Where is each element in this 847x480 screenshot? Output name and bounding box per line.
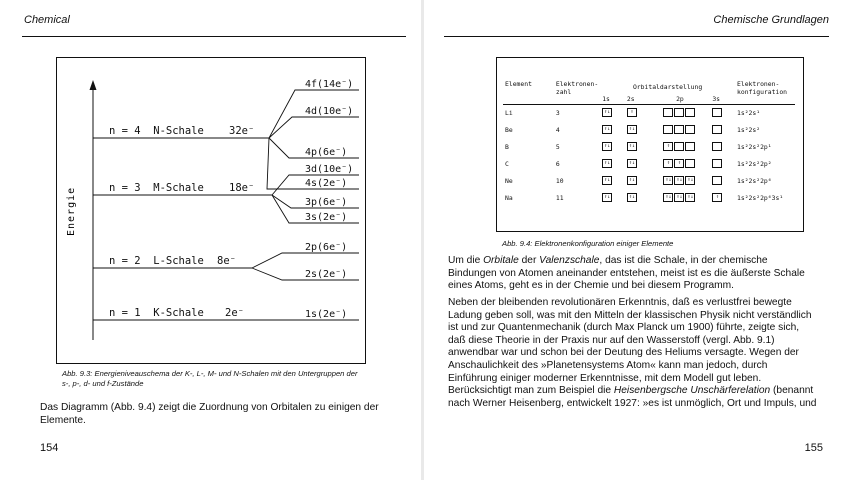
orbital-box-2s: ↑↓ <box>628 177 635 183</box>
cell-element: Be <box>505 125 513 134</box>
orbital-box-3s <box>712 108 722 117</box>
level-capacity-n2: 8e⁻ <box>217 255 236 267</box>
body-paragraph-2 <box>448 297 818 410</box>
running-header-left: Chemical <box>24 14 70 26</box>
orbital-box-1s: ↑↓ <box>604 143 611 149</box>
level-label-n4: n = 4 N-Schale <box>109 125 204 137</box>
para2-text-1: Neben der bleibenden revolutionären Erkenntnis, daß es verlustfrei bewegte Ladung geben soll, was mit den Mitteln der klassischen Physik nicht verständlich ist und zur Quantenmechanik (durch Max Planck um 1900) führte, zeigte sich, daß diese Theorie in der Praxis nur auf den Wasserstoff (vergl. Abb. 9.1) anwendbar war und schon bei der Deutung des Heliums versagte. Wegen der Anschaulichkeit des »Planetensystems Atom« kann man jedoch, durch Einführung einiger moderner Erkenntnisse, mit dem Modell gut leben. Berücksichtigt man zum Beispiel die <box>448 297 812 397</box>
figure-caption-9-3: Abb. 9.3: Energieniveauschema der K-, L-, M- und N-Schalen mit den Untergruppen der s-, p-, d- und f-Zustände <box>62 369 358 388</box>
energy-level-diagram <box>57 58 365 363</box>
cell-2p <box>650 138 711 155</box>
level-capacity-n1: 2e⁻ <box>225 307 244 319</box>
cell-configuration: 1s²2s²2p¹ <box>737 142 772 151</box>
cell-element: Li <box>505 108 513 117</box>
cell-1s <box>600 104 625 121</box>
orbital-box-2p <box>674 125 684 134</box>
cell-2p <box>650 104 711 121</box>
para2-text-2: (benannt nach Werner Heisenberg, entwickelt 1927: »es ist unmöglich, Ort und Impuls, und <box>448 385 817 409</box>
cell-1s <box>600 189 625 206</box>
orbital-box-2p <box>685 159 695 168</box>
col-header-element: Element <box>505 80 532 88</box>
running-header-right: Chemische Grundlagen <box>713 14 829 26</box>
table-body <box>503 104 795 206</box>
table-row <box>503 104 795 121</box>
subshell-3p: 3p(6e⁻) <box>305 197 348 208</box>
cell-element: Ne <box>505 176 513 185</box>
col-header-3s: 3s <box>712 94 721 103</box>
orbital-box-2p: ↑↓ <box>687 177 694 183</box>
cell-2p <box>650 172 711 189</box>
level-label-n3: n = 3 M-Schale <box>109 182 204 194</box>
orbital-box-2p <box>674 142 684 151</box>
orbital-box-3s <box>712 159 722 168</box>
orbital-box-3s <box>712 176 722 185</box>
orbital-box-1s: ↑↓ <box>604 194 611 200</box>
subshell-1s: 1s(2e⁻) <box>305 309 348 320</box>
body-paragraph-1 <box>448 255 818 293</box>
axis-label: Energie <box>66 186 77 236</box>
cell-2p <box>650 189 711 206</box>
orbital-box-2p: ↑↓ <box>665 177 672 183</box>
level-capacity-n3: 18e⁻ <box>229 182 255 194</box>
cell-electron-count: 6 <box>555 159 560 168</box>
col-header-1s: 1s <box>602 94 610 103</box>
subshell-4f: 4f(14e⁻) <box>305 79 354 90</box>
cell-2s <box>625 121 650 138</box>
orbital-box-3s <box>712 125 722 134</box>
para1-text-1: Um die <box>448 255 484 266</box>
col-header-2p: 2p <box>676 94 684 103</box>
left-page <box>0 0 423 480</box>
cell-electron-count: 10 <box>555 176 564 185</box>
orbital-box-2p <box>685 108 695 117</box>
subshell-3d: 3d(10e⁻) <box>305 164 354 175</box>
orbital-box-3s: ↑ <box>712 193 722 202</box>
level-capacity-n4: 32e⁻ <box>229 125 255 137</box>
table-row <box>503 155 795 172</box>
orbital-box-2p <box>674 108 684 117</box>
cell-1s <box>600 138 625 155</box>
orbital-box-1s: ↑↓ <box>604 126 611 132</box>
orbital-box-2p: ↑↓ <box>676 177 683 183</box>
orbital-box-2p: ↑↓ <box>687 194 694 200</box>
orbital-box-2p: ↑ <box>663 142 673 151</box>
cell-element: Na <box>505 193 513 202</box>
cell-configuration: 1s²2s²2p⁶3s¹ <box>737 193 784 202</box>
orbital-box-1s: ↑↓ <box>604 160 611 166</box>
orbital-box-3s <box>712 142 722 151</box>
cell-3s <box>710 189 735 206</box>
cell-2s <box>625 104 650 121</box>
cell-1s <box>600 121 625 138</box>
cell-electron-count: 5 <box>555 142 560 151</box>
term-valenzschale: Valenzschale <box>539 255 600 266</box>
para1-text-2: der <box>518 255 540 266</box>
energy-level-figure <box>56 57 366 364</box>
page-number-right: 155 <box>804 442 823 454</box>
orbital-box-2s: ↑ <box>627 108 637 117</box>
subshell-4d: 4d(10e⁻) <box>305 106 354 117</box>
electron-config-table <box>503 80 795 206</box>
orbital-box-2s: ↑↓ <box>628 160 635 166</box>
cell-3s <box>710 172 735 189</box>
cell-electron-count: 3 <box>555 108 560 117</box>
col-header-orbital: Orbitaldarstellung <box>632 83 703 91</box>
right-page <box>424 0 847 480</box>
cell-3s <box>710 121 735 138</box>
page-number-left: 154 <box>40 442 59 454</box>
cell-3s <box>710 138 735 155</box>
orbital-box-2s: ↑↓ <box>628 143 635 149</box>
term-heisenberg: Heisenbergsche Unschärferelation <box>613 385 771 397</box>
header-rule-left <box>22 36 406 37</box>
cell-element: B <box>505 142 509 151</box>
subshell-4p: 4p(6e⁻) <box>305 147 348 158</box>
cell-2s <box>625 189 650 206</box>
level-label-n1: n = 1 K-Schale <box>109 307 204 319</box>
col-header-config: Elektronen-konfiguration <box>737 80 788 96</box>
subshell-2s: 2s(2e⁻) <box>305 269 348 280</box>
table-row <box>503 121 795 138</box>
orbital-box-1s: ↑↓ <box>604 109 611 116</box>
cell-electron-count: 11 <box>555 193 564 202</box>
orbital-box-2p: ↑ <box>663 159 673 168</box>
orbital-box-2p <box>663 125 673 134</box>
figure-caption-9-4: Abb. 9.4: Elektronenkonfiguration einiger Elemente <box>502 239 674 248</box>
para1-text-3: , das ist die Schale, in der chemische Bindungen von Atomen aneinander entstehen, meist ist es die äußerste Schale eines Atoms, geht es in der Chemie und bei diesem Programm. <box>448 255 805 292</box>
cell-element: C <box>505 159 509 168</box>
header-rule-right <box>444 36 829 37</box>
orbital-box-2s: ↑↓ <box>628 126 635 132</box>
term-orbitale: Orbitale <box>483 255 519 266</box>
subshell-4s: 4s(2e⁻) <box>305 178 348 189</box>
cell-configuration: 1s²2s²2p⁶ <box>737 176 772 185</box>
orbital-box-2p: ↑ <box>674 159 684 168</box>
table-row <box>503 172 795 189</box>
col-header-count: Elektronen-zahl <box>555 80 599 96</box>
cell-2p <box>650 155 711 172</box>
cell-1s <box>600 155 625 172</box>
subshell-3s: 3s(2e⁻) <box>305 212 348 223</box>
body-paragraph-left: Das Diagramm (Abb. 9.4) zeigt die Zuordnung von Orbitalen zu einigen der Elemente. <box>40 402 379 426</box>
cell-2s <box>625 172 650 189</box>
orbital-box-2s: ↑↓ <box>628 194 635 200</box>
cell-2s <box>625 155 650 172</box>
electron-config-figure <box>496 57 804 232</box>
table-row <box>503 138 795 155</box>
cell-configuration: 1s²2s² <box>737 125 761 134</box>
cell-2s <box>625 138 650 155</box>
orbital-box-2p <box>685 142 695 151</box>
level-label-n2: n = 2 L-Schale <box>109 255 204 267</box>
orbital-box-2p <box>685 125 695 134</box>
table-row <box>503 189 795 206</box>
cell-2p <box>650 121 711 138</box>
orbital-box-2p <box>663 108 673 117</box>
axis-arrowhead <box>90 80 97 90</box>
cell-1s <box>600 172 625 189</box>
orbital-box-2p: ↑↓ <box>676 194 683 200</box>
subshell-2p: 2p(6e⁻) <box>305 242 348 253</box>
col-header-2s: 2s <box>626 94 635 103</box>
cell-electron-count: 4 <box>555 125 560 134</box>
cell-configuration: 1s²2s¹ <box>737 108 761 117</box>
cell-configuration: 1s²2s²2p² <box>737 159 772 168</box>
orbital-box-2p: ↑↓ <box>665 194 672 200</box>
cell-3s <box>710 104 735 121</box>
orbital-box-1s: ↑↓ <box>604 177 611 183</box>
cell-3s <box>710 155 735 172</box>
